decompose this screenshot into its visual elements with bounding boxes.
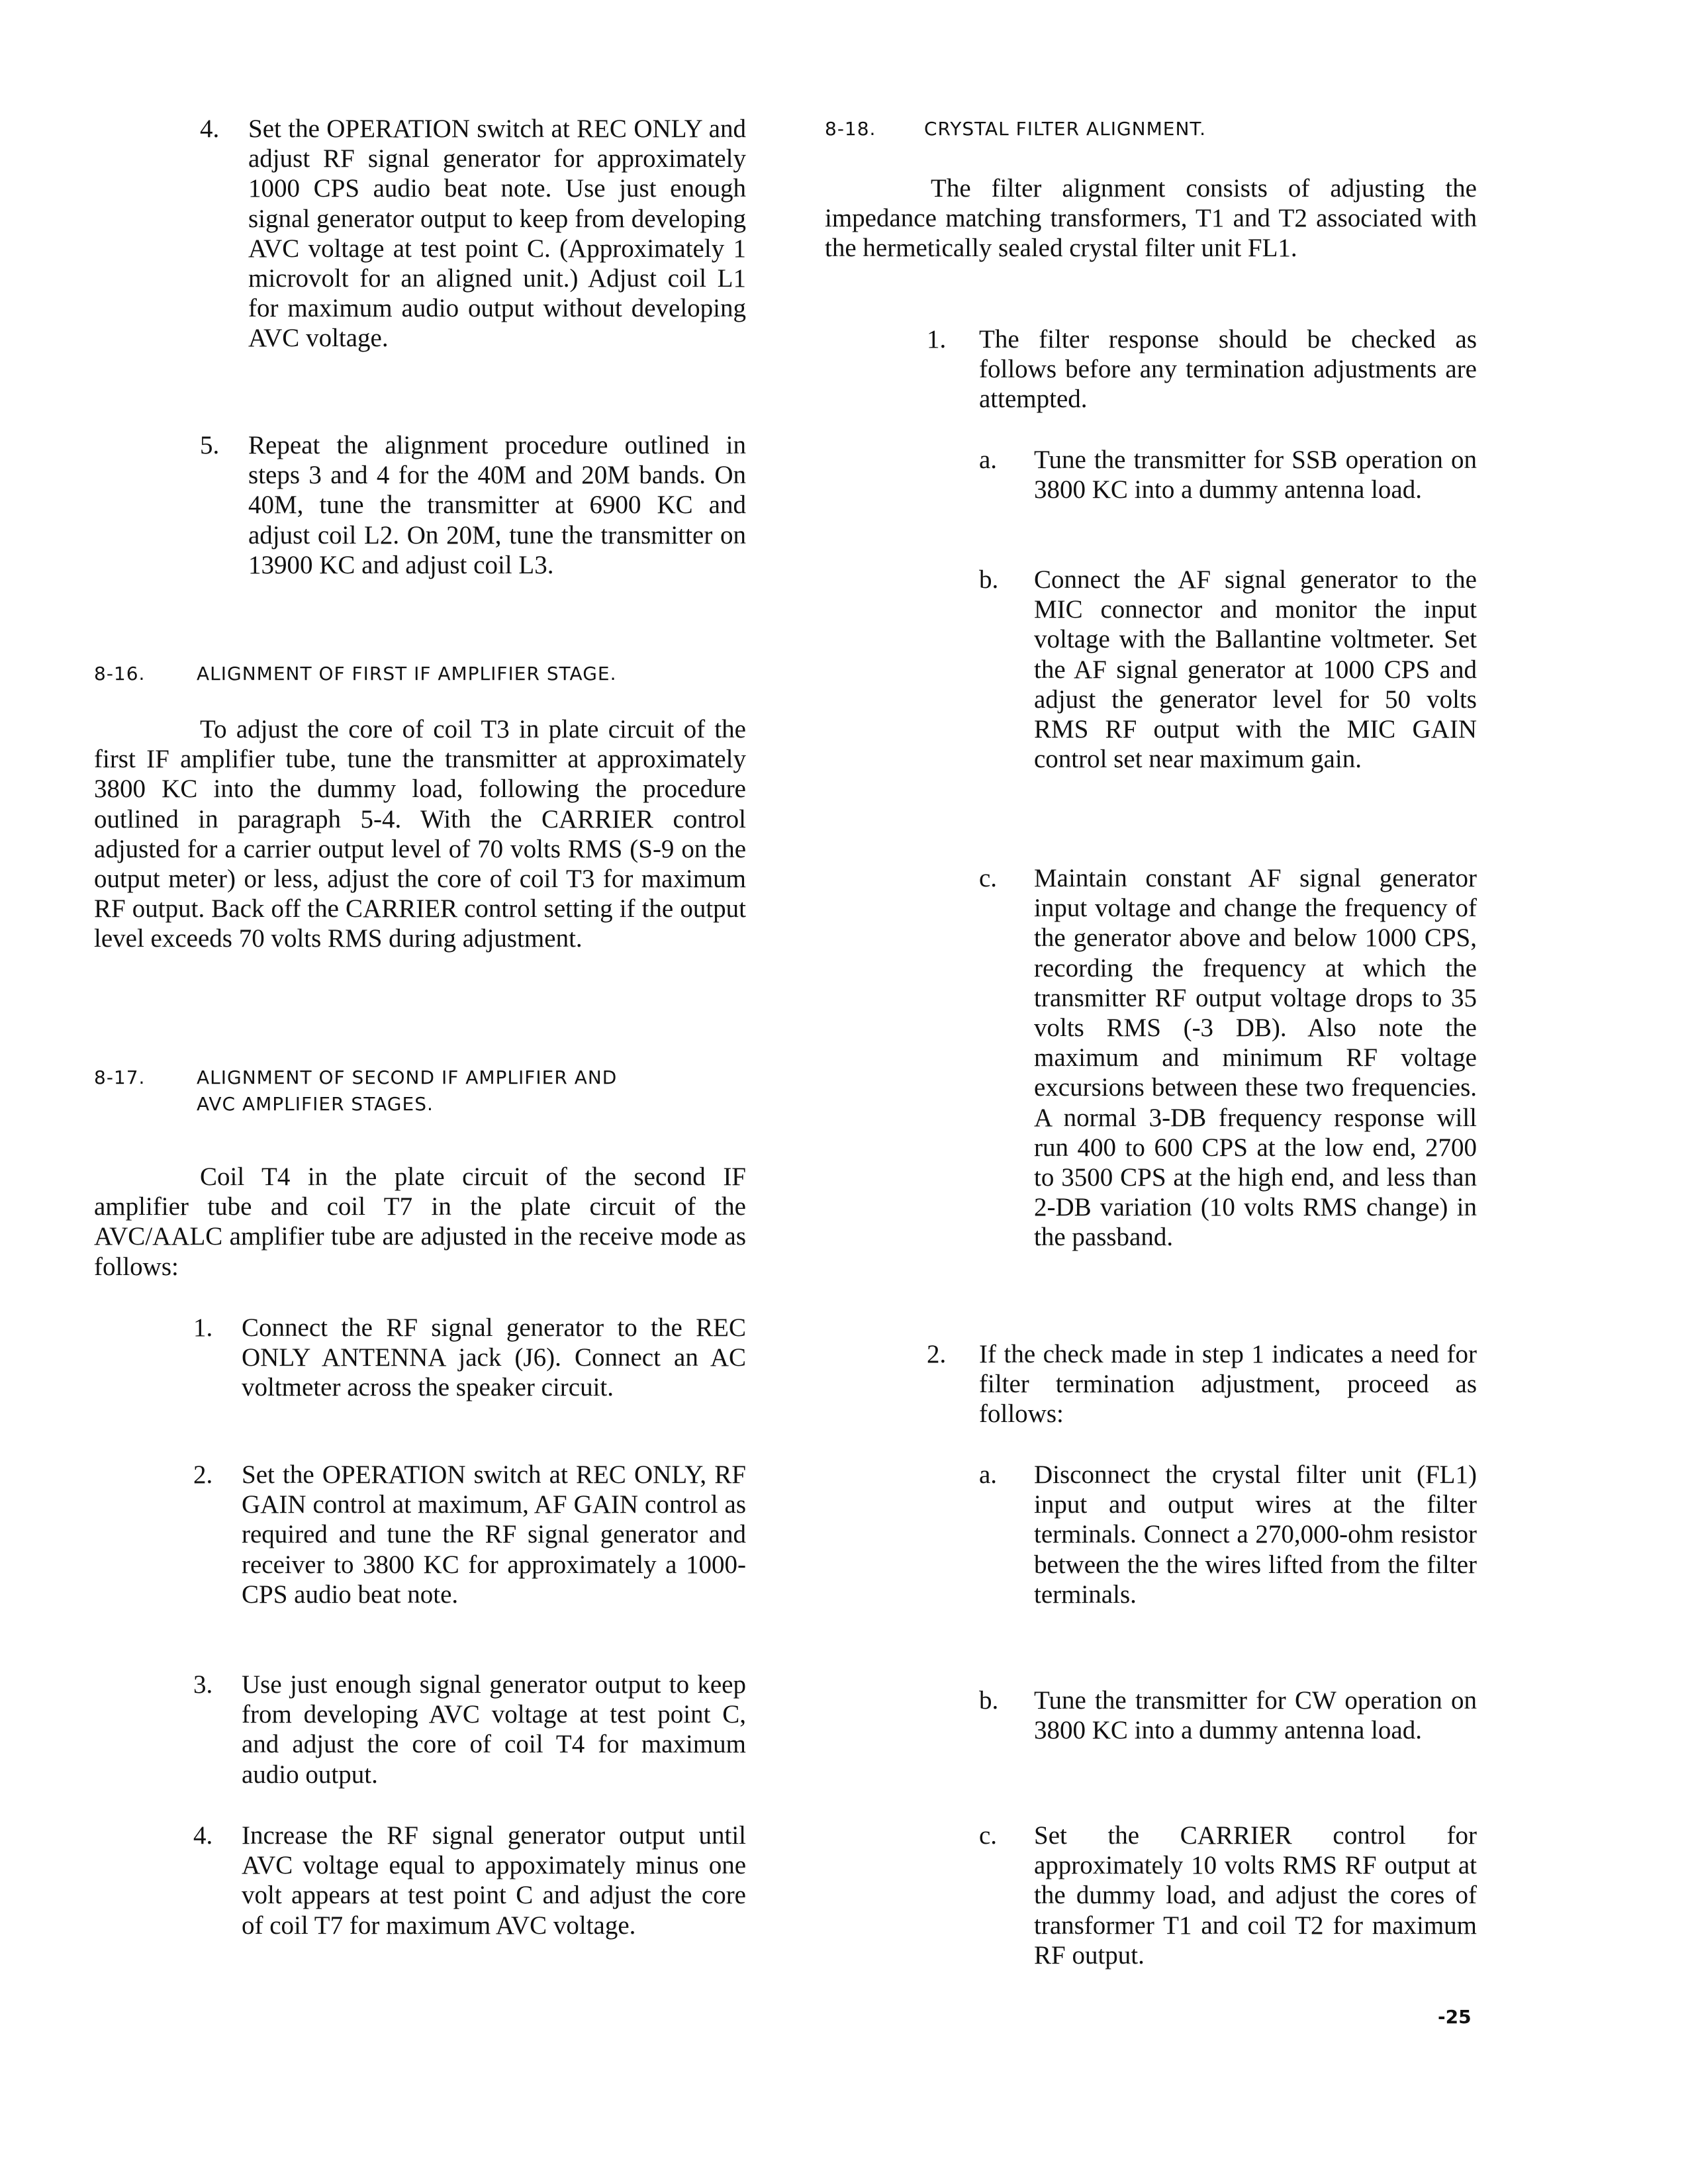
step-text: Connect the RF signal generator to the REC ONLY ANTENNA jack (J6). Connect an AC voltmeter across the speaker circuit. (242, 1313, 746, 1402)
step-number: 1. (927, 325, 947, 354)
substep-text: Tune the transmitter for CW operation on 3800 KC into a dummy antenna load. (1034, 1686, 1477, 1745)
step-number: 2. (927, 1340, 947, 1368)
step-number: 1. (193, 1313, 213, 1342)
substep-text: Set the CARRIER control for approximately 10 volts RMS RF output at the dummy load, and adjust the cores of transformer T1 and coil T2 for maximum RF output. (1034, 1821, 1477, 1970)
section-number: 8-16. (94, 663, 146, 685)
step-text: Repeat the alignment procedure outlined in steps 3 and 4 for the 40M and 20M bands. On 40M, tune the transmitter at 6900 KC and adjust coil L2. On 20M, tune the transmitter on 13900 KC and adjust coil L3. (248, 431, 746, 579)
page-number: -25 (1438, 2006, 1472, 2028)
paragraph: To adjust the core of coil T3 in plate circuit of the first IF amplifier tube, tune the transmitter at approximately 3800 KC into the dummy load, following the procedure outlined in paragraph 5-4. With the CARRIER control adjusted for a carrier output level of 70 volts RMS (S-9 on the output meter) or less, adjust the core of coil T3 for maximum RF output. Back off the CARRIER control setting if the output level exceeds 70 volts RMS during adjustment. (94, 715, 746, 953)
substep-text: Disconnect the crystal filter unit (FL1) input and output wires at the filter terminals. Connect a 270,000-ohm resistor between the the wires lifted from the filter terminals. (1034, 1460, 1477, 1609)
step-text: Increase the RF signal generator output until AVC voltage equal to appoximately minus one volt appears at test point C and adjust the core of coil T7 for maximum AVC voltage. (242, 1821, 746, 1940)
substep-letter: b. (979, 565, 999, 594)
step-text: Use just enough signal generator output to keep from developing AVC voltage at test point C, and adjust the core of coil T4 for maximum audio output. (242, 1670, 746, 1789)
substep-text: Connect the AF signal generator to the MIC connector and monitor the input voltage with the Ballantine voltmeter. Set the AF signal generator at 1000 CPS and adjust the generator level for 50 volts RMS RF output with the MIC GAIN control set near maximum gain. (1034, 565, 1477, 774)
section-title: ALIGNMENT OF FIRST IF AMPLIFIER STAGE. (197, 663, 617, 685)
step-number: 3. (193, 1670, 213, 1699)
step-number: 2. (193, 1460, 213, 1489)
substep-letter: c. (979, 864, 998, 892)
step-text: Set the OPERATION switch at REC ONLY, RF GAIN control at maximum, AF GAIN control as required and tune the RF signal generator and receiver to 3800 KC for approximately a 1000-CPS audio beat note. (242, 1460, 746, 1609)
section-heading-8-17 (94, 1065, 746, 1117)
step-text: The filter response should be checked as follows before any termination adjustments are attempted. (979, 325, 1477, 414)
step-number: 4. (193, 1821, 213, 1850)
substep-letter: b. (979, 1686, 999, 1715)
step-number: 4. (200, 115, 220, 143)
substep-text: Tune the transmitter for SSB operation on 3800 KC into a dummy antenna load. (1034, 446, 1477, 504)
paragraph: Coil T4 in the plate circuit of the second IF amplifier tube and coil T7 in the plate circuit of the AVC/AALC amplifier tube are adjusted in the receive mode as follows: (94, 1163, 746, 1281)
step-text: Set the OPERATION switch at REC ONLY and adjust RF signal generator for approximately 1000 CPS audio beat note. Use just enough signal generator output to keep from developing AVC voltage at test point C. (Approximately 1 microvolt for an aligned unit.) Adjust coil L1 for maximum audio output without developing AVC voltage. (248, 115, 746, 353)
section-title: CRYSTAL FILTER ALIGNMENT. (924, 118, 1207, 140)
step-number: 5. (200, 431, 220, 459)
section-number: 8-18. (825, 118, 876, 140)
step-text: If the check made in step 1 indicates a need for filter termination adjustment, proceed as follows: (979, 1340, 1477, 1429)
substep-letter: c. (979, 1821, 998, 1850)
section-title-line1: ALIGNMENT OF SECOND IF AMPLIFIER AND (197, 1067, 618, 1088)
substep-text: Maintain constant AF signal generator input voltage and change the frequency of the generator above and below 1000 CPS, recording the frequency at which the transmitter RF output voltage drops to 35 volts RMS (-3 DB). Also note the maximum and minimum RF voltage excursions between these two frequencies. A normal 3-DB frequency response will run 400 to 600 CPS at the low end, 2700 to 3500 CPS at the high end, and less than 2-DB variation (10 volts RMS change) in the passband. (1034, 864, 1477, 1252)
substep-letter: a. (979, 1460, 998, 1489)
paragraph: The filter alignment consists of adjusting the impedance matching transformers, T1 and T2 associated with the hermetically sealed crystal filter unit FL1. (825, 174, 1477, 263)
section-title-line2: AVC AMPLIFIER STAGES. (197, 1093, 434, 1115)
substep-letter: a. (979, 446, 998, 474)
section-number: 8-17. (94, 1067, 146, 1088)
